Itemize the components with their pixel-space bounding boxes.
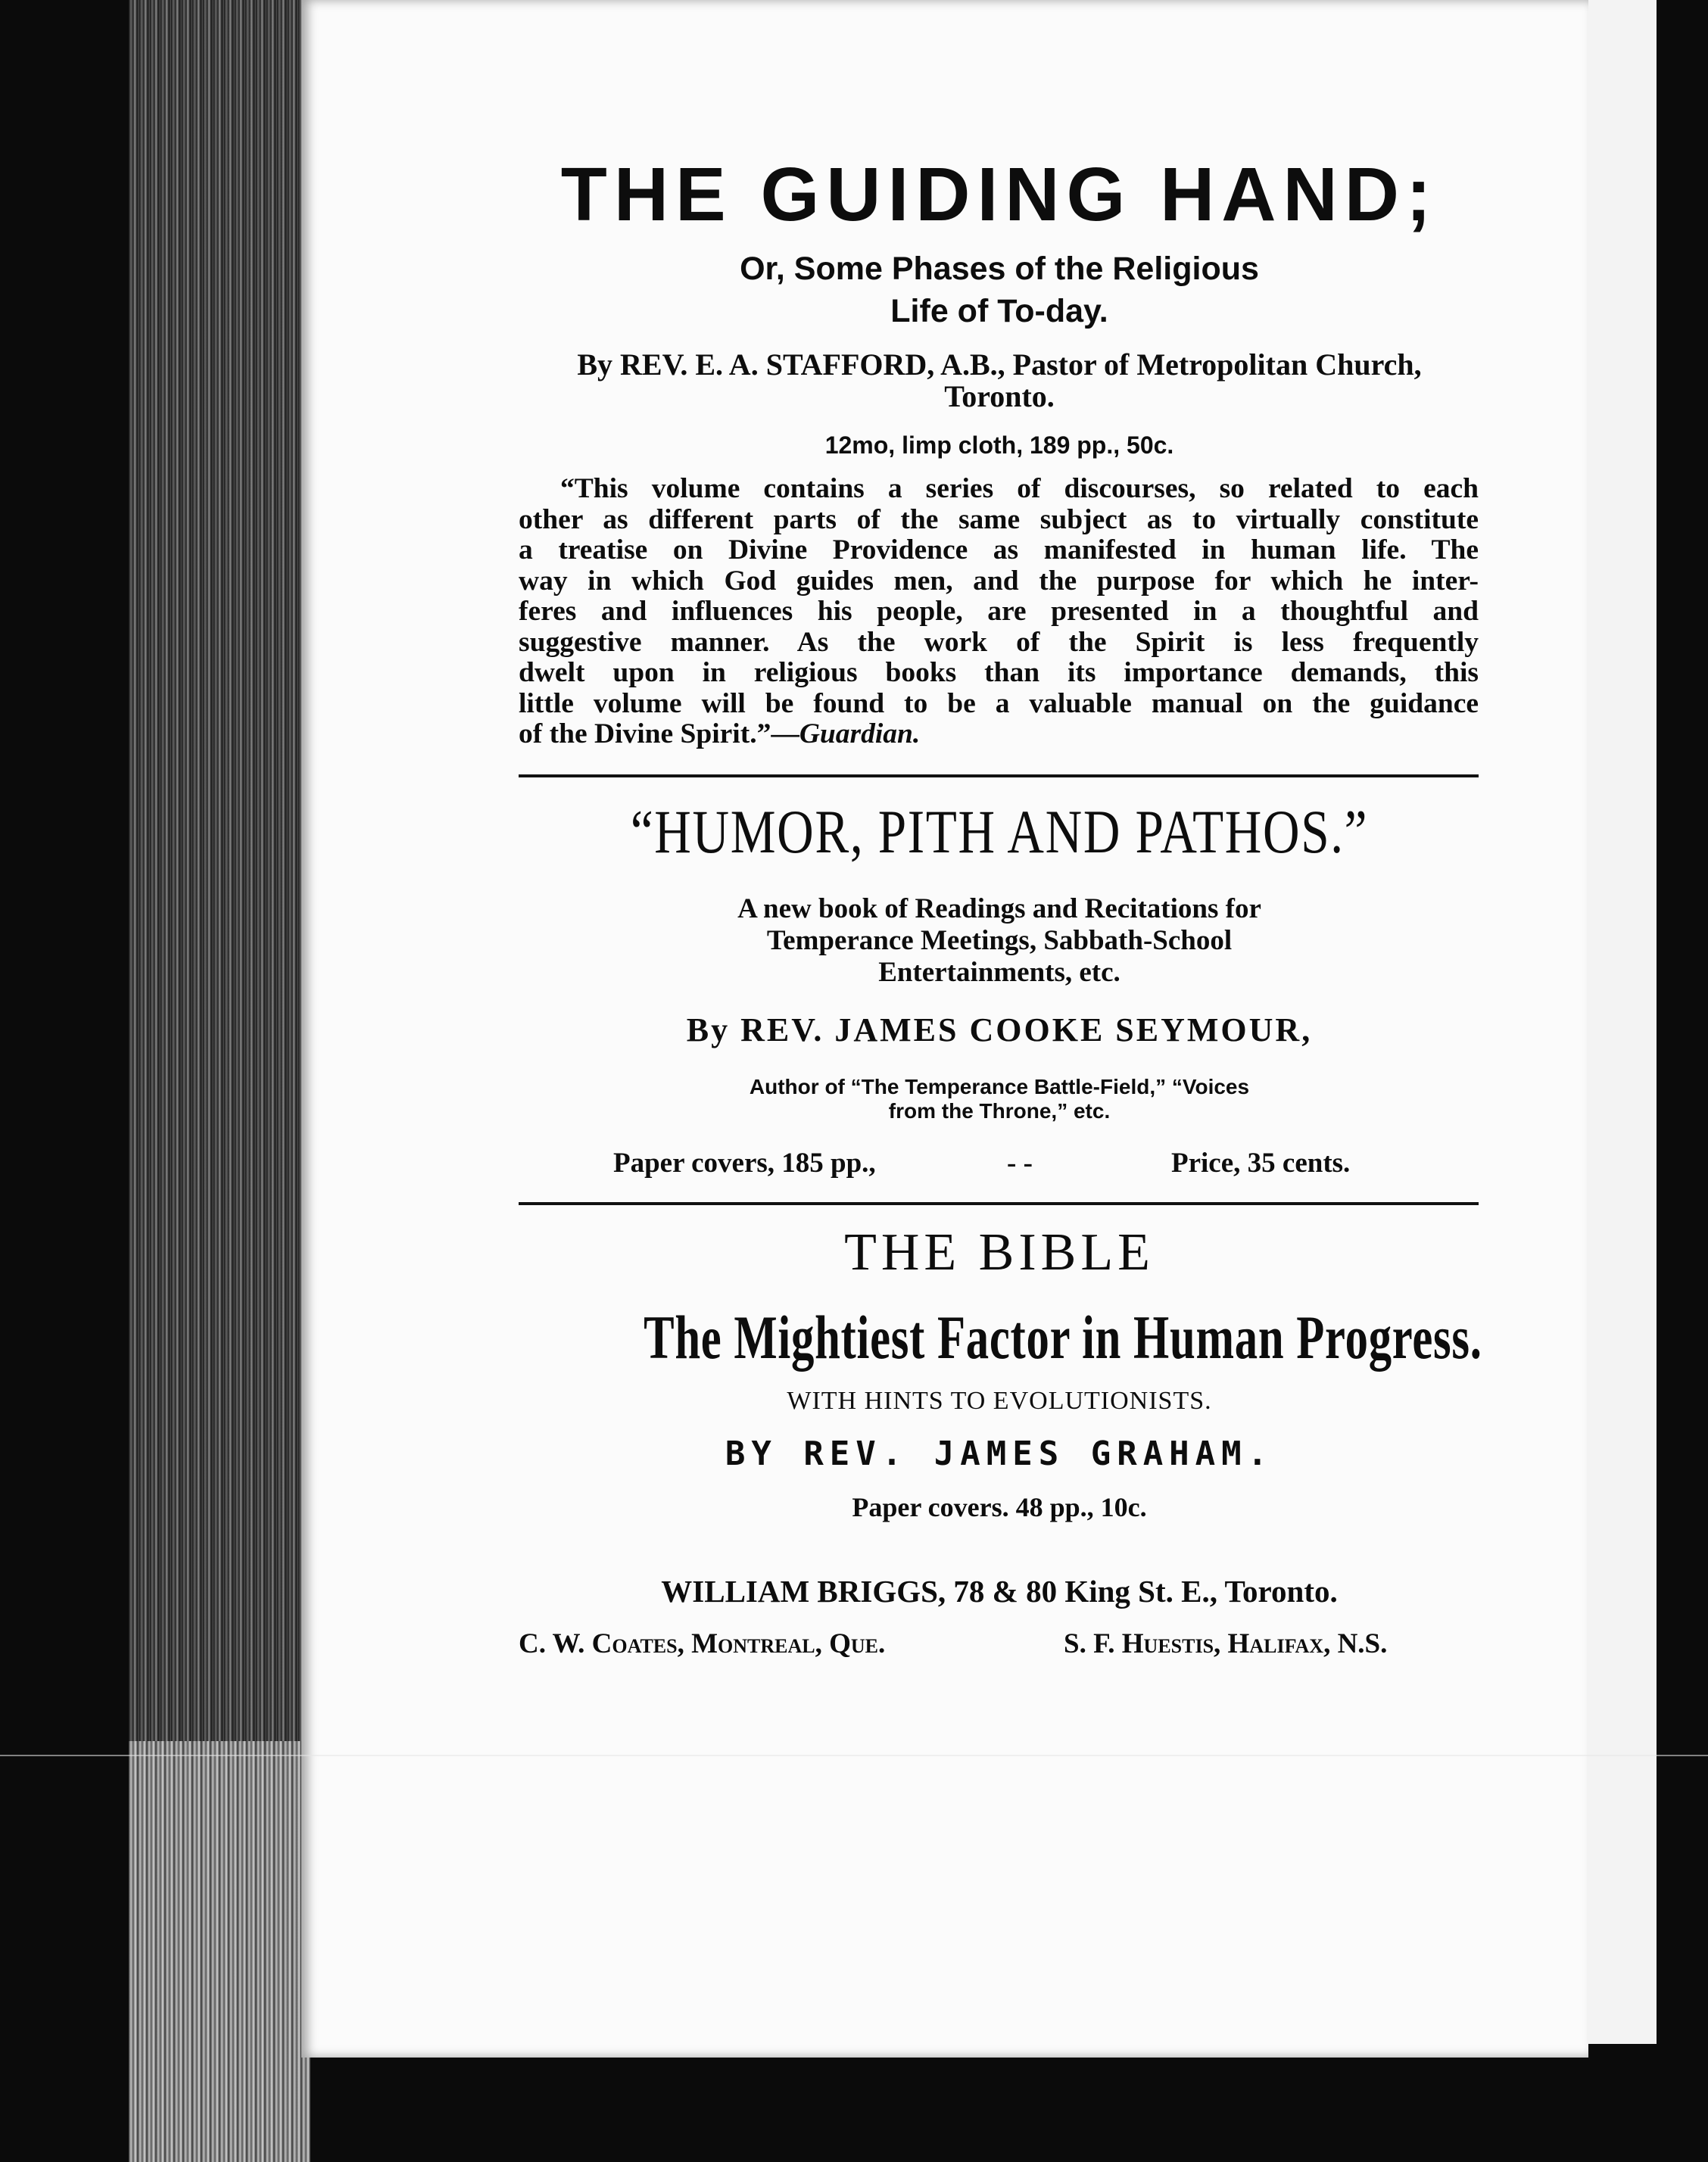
- quote-line: way in which God guides men, and the purpose for which he inter-: [519, 565, 1479, 597]
- ad2-desc-line3: Entertainments, etc.: [878, 957, 1120, 988]
- ad2-title: “HUMOR, PITH AND PATHOS.”: [630, 797, 1369, 866]
- ad1-subtitle-line1: Or, Some Phases of the Religious: [740, 251, 1259, 287]
- publisher-montreal: C. W. Coates, Montreal, Que.: [519, 1628, 886, 1659]
- quote-source: Guardian.: [799, 718, 921, 749]
- quote-line: a treatise on Divine Providence as manifested in human life. The: [519, 534, 1479, 565]
- quote-line: suggestive manner. As the work of the Spirit is less frequently: [519, 626, 1479, 658]
- book-page-edges-lower: [129, 1741, 310, 2162]
- facing-page-edge: [1588, 0, 1657, 2044]
- quote-line: “This volume contains a series of discourses, so related to each: [560, 473, 1479, 504]
- ad1-title: THE GUIDING HAND;: [560, 152, 1438, 237]
- ad2-author-note-line2: from the Throne,” etc.: [888, 1099, 1111, 1123]
- publisher-main: WILLIAM BRIGGS, 78 & 80 King St. E., Toronto.: [661, 1574, 1338, 1609]
- quote-last-text: of the Divine Spirit.”—: [519, 718, 799, 749]
- ad1-subtitle-line2: Life of To-day.: [890, 293, 1108, 329]
- ad2-format: Paper covers, 185 pp.,: [613, 1148, 876, 1179]
- ad3-title: THE BIBLE: [844, 1223, 1155, 1282]
- ad1-format-price: 12mo, limp cloth, 189 pp., 50c.: [824, 431, 1174, 459]
- ad3-author: BY REV. JAMES GRAHAM.: [725, 1435, 1274, 1473]
- quote-line: dwelt upon in religious books than its importance demands, this: [519, 657, 1479, 688]
- section-divider: [519, 1202, 1479, 1205]
- scan-background-right: [1657, 0, 1708, 2162]
- ad3-format-price: Paper covers. 48 pp., 10c.: [852, 1492, 1147, 1522]
- quote-last-line: [519, 719, 1479, 750]
- ad2-author: By REV. JAMES COOKE SEYMOUR,: [686, 1011, 1313, 1048]
- ad3-subtitle: The Mightiest Factor in Human Progress.: [644, 1303, 1482, 1372]
- ad2-leader-dots: - -: [1007, 1148, 1033, 1179]
- ad1-review-quote: [519, 474, 1479, 750]
- ad2-desc-line1: A new book of Readings and Recitations for: [737, 893, 1261, 924]
- ad2-price: Price, 35 cents.: [1171, 1148, 1351, 1179]
- ad1-byline-line1: By REV. E. A. STAFFORD, A.B., Pastor of Metropolitan Church,: [577, 347, 1422, 382]
- ad1-byline-line2: Toronto.: [944, 379, 1055, 413]
- scan-artifact-line: [0, 1755, 1708, 1756]
- ad2-desc-line2: Temperance Meetings, Sabbath-School: [766, 925, 1233, 956]
- publisher-halifax: S. F. Huestis, Halifax, N.S.: [1064, 1628, 1388, 1659]
- quote-line: other as different parts of the same subject as to virtually constitute: [519, 503, 1479, 535]
- quote-line: little volume will be found to be a valuable manual on the guidance: [519, 687, 1479, 719]
- ad2-author-note-line1: Author of “The Temperance Battle-Field,” “Voices: [749, 1075, 1250, 1098]
- ad3-hints: WITH HINTS TO EVOLUTIONISTS.: [787, 1387, 1212, 1415]
- quote-line: feres and influences his people, are presented in a thoughtful and: [519, 596, 1479, 627]
- section-divider: [519, 774, 1479, 777]
